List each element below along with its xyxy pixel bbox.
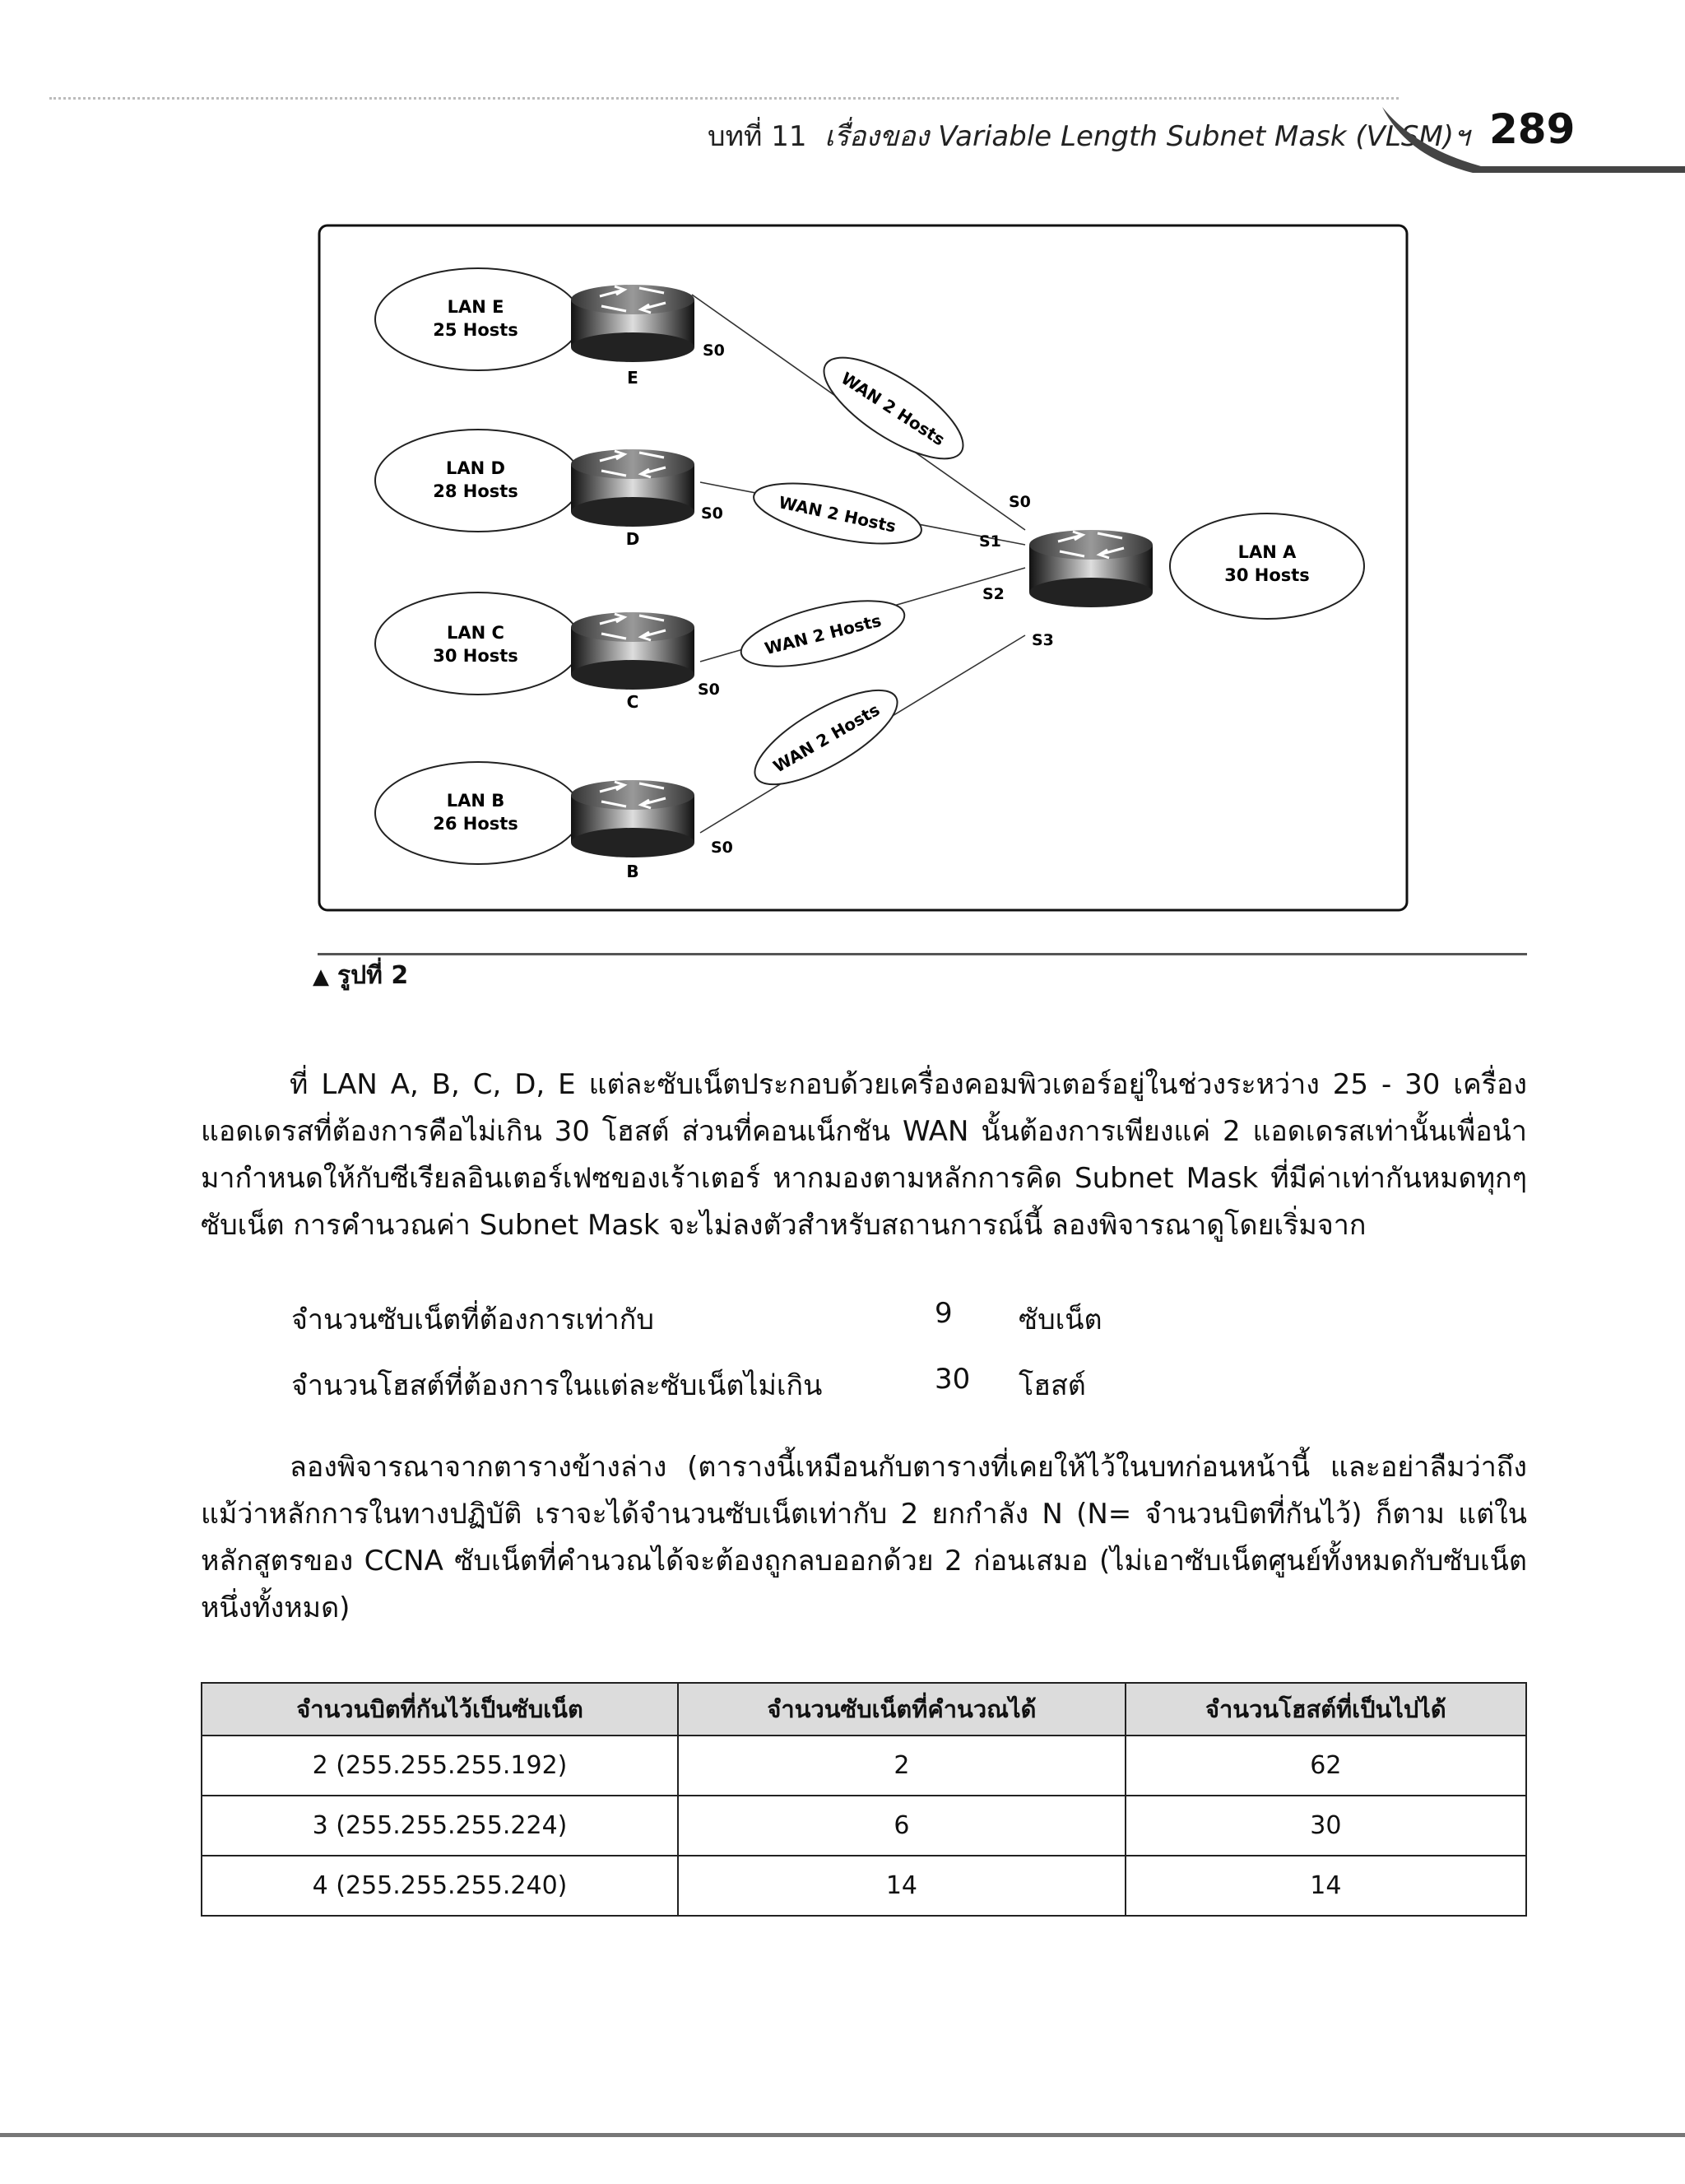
router-label-c: C: [626, 692, 639, 712]
table-cell: 3 (255.255.255.224): [202, 1796, 678, 1856]
interface-label: S0: [703, 342, 725, 360]
column-header: จำนวนโฮสต์ที่เป็นไปได้: [1126, 1683, 1526, 1736]
router-label-e: E: [627, 368, 638, 388]
lan-name: LAN A: [1237, 542, 1297, 562]
network-diagram: [318, 224, 1409, 912]
table-cell: 6: [678, 1796, 1126, 1856]
wan-label: WAN 2 Hosts: [762, 610, 884, 659]
interface-label: S0: [1009, 493, 1031, 511]
table-cell: 2: [678, 1736, 1126, 1796]
router-a-icon: [1029, 530, 1153, 607]
table-header-row: [202, 1683, 1526, 1736]
column-header: จำนวนบิตที่กันไว้เป็นซับเน็ต: [202, 1683, 678, 1736]
interface-label: S2: [982, 585, 1005, 603]
interface-label: S0: [711, 839, 733, 857]
lan-name: LAN D: [446, 458, 505, 478]
table-cell: 14: [1126, 1856, 1526, 1916]
requirement-value: 9: [935, 1297, 953, 1330]
wan-label: WAN 2 Hosts: [838, 368, 949, 450]
lan-b: [375, 762, 581, 864]
lan-hosts: 30 Hosts: [433, 646, 518, 666]
lan-c: [375, 592, 581, 695]
table-cell: 14: [678, 1856, 1126, 1916]
requirement-label: จำนวนซับเน็ตที่ต้องการเท่ากับ: [291, 1303, 654, 1336]
paragraph-1: ที่ LAN A, B, C, D, E แต่ละซับเน็ตประกอบด้วยเครื่องคอมพิวเตอร์อยู่ในช่วงระหว่าง 25 - 30 เครื่อง แอดเดรสที่ต้องการคือไม่เกิน 30 โฮสต์ ส่วนที่คอนเน็กชัน WAN นั้นต้องการเพียงแค่ 2 แอดเดรสเท่านั้นเพื่อนำมากำหนดให้กับซีเรียลอินเตอร์เฟซของเร้าเตอร์ หากมองตามหลักการคิด Subnet Mask ที่มีค่าเท่ากันหมดทุกๆ ซับเน็ต การคำนวณค่า Subnet Mask จะไม่ลงตัวสำหรับสถานการณ์นี้ ลองพิจารณาดูโดยเริ่มจาก: [201, 1068, 1527, 1242]
running-header: [708, 114, 1469, 158]
footer-rule: [0, 2133, 1685, 2137]
requirement-unit: ซับเน็ต: [1019, 1303, 1102, 1336]
router-e-icon: [571, 285, 694, 362]
lan-name: LAN B: [446, 791, 505, 811]
table-cell: 62: [1126, 1736, 1526, 1796]
table-row: [202, 1796, 1526, 1856]
header-dotted-line: [49, 97, 1399, 100]
lan-name: LAN C: [447, 623, 504, 643]
lan-hosts: 25 Hosts: [433, 320, 518, 340]
caption-text: รูปที่ 2: [337, 961, 409, 990]
lan-e: [375, 268, 581, 370]
table-cell: 4 (255.255.255.240): [202, 1856, 678, 1916]
requirement-unit: โฮสต์: [1019, 1369, 1086, 1402]
table-row: [202, 1856, 1526, 1916]
lan-hosts: 30 Hosts: [1224, 565, 1310, 585]
lan-hosts: 28 Hosts: [433, 481, 518, 501]
figure-rule: [318, 953, 1527, 955]
wan-label: WAN 2 Hosts: [769, 699, 884, 777]
interface-label: S0: [701, 504, 723, 523]
table-cell: 30: [1126, 1796, 1526, 1856]
lan-name: LAN E: [447, 297, 504, 317]
table-cell: 2 (255.255.255.192): [202, 1736, 678, 1796]
chapter-title: เรื่องของ Variable Length Subnet Mask (VLSM)ฯ: [824, 120, 1470, 153]
wan-label: WAN 2 Hosts: [777, 492, 898, 537]
interface-label: S3: [1032, 631, 1054, 649]
lan-d: [375, 430, 581, 532]
router-d-icon: [571, 449, 694, 527]
page-number: 289: [1489, 105, 1576, 153]
lan-a: [1170, 513, 1364, 619]
chapter-label: บทที่ 11: [708, 120, 807, 153]
paragraph-2: ลองพิจารณาจากตารางข้างล่าง (ตารางนี้เหมือนกับตารางที่เคยให้ไว้ในบทก่อนหน้านี้ และอย่าลืมว่าถึงแม้ว่าหลักการในทางปฏิบัติ เราจะได้จำนวนซับเน็ตเท่ากับ 2 ยกกำลัง N (N= จำนวนบิตที่กันไว้) ก็ตาม แต่ในหลักสูตรของ CCNA ซับเน็ตที่คำนวณได้จะต้องถูกลบออกด้วย 2 ก่อนเสมอ (ไม่เอาซับเน็ตศูนย์ทั้งหมดกับซับเน็ตหนึ่งทั้งหมด): [201, 1451, 1527, 1624]
requirement-label: จำนวนโฮสต์ที่ต้องการในแต่ละซับเน็ตไม่เกิน: [291, 1369, 823, 1402]
requirement-value: 30: [935, 1363, 971, 1396]
column-header: จำนวนซับเน็ตที่คำนวณได้: [678, 1683, 1126, 1736]
table-row: [202, 1736, 1526, 1796]
lan-hosts: 26 Hosts: [433, 814, 518, 834]
router-label-d: D: [625, 529, 640, 549]
router-b-icon: [571, 780, 694, 857]
caption-triangle-icon: ▲: [313, 964, 329, 989]
interface-label: S0: [698, 681, 720, 699]
router-label-b: B: [626, 862, 639, 881]
interface-label: S1: [979, 532, 1001, 551]
router-c-icon: [571, 612, 694, 690]
subnet-table: [201, 1682, 1527, 1917]
figure-caption: [313, 956, 408, 995]
